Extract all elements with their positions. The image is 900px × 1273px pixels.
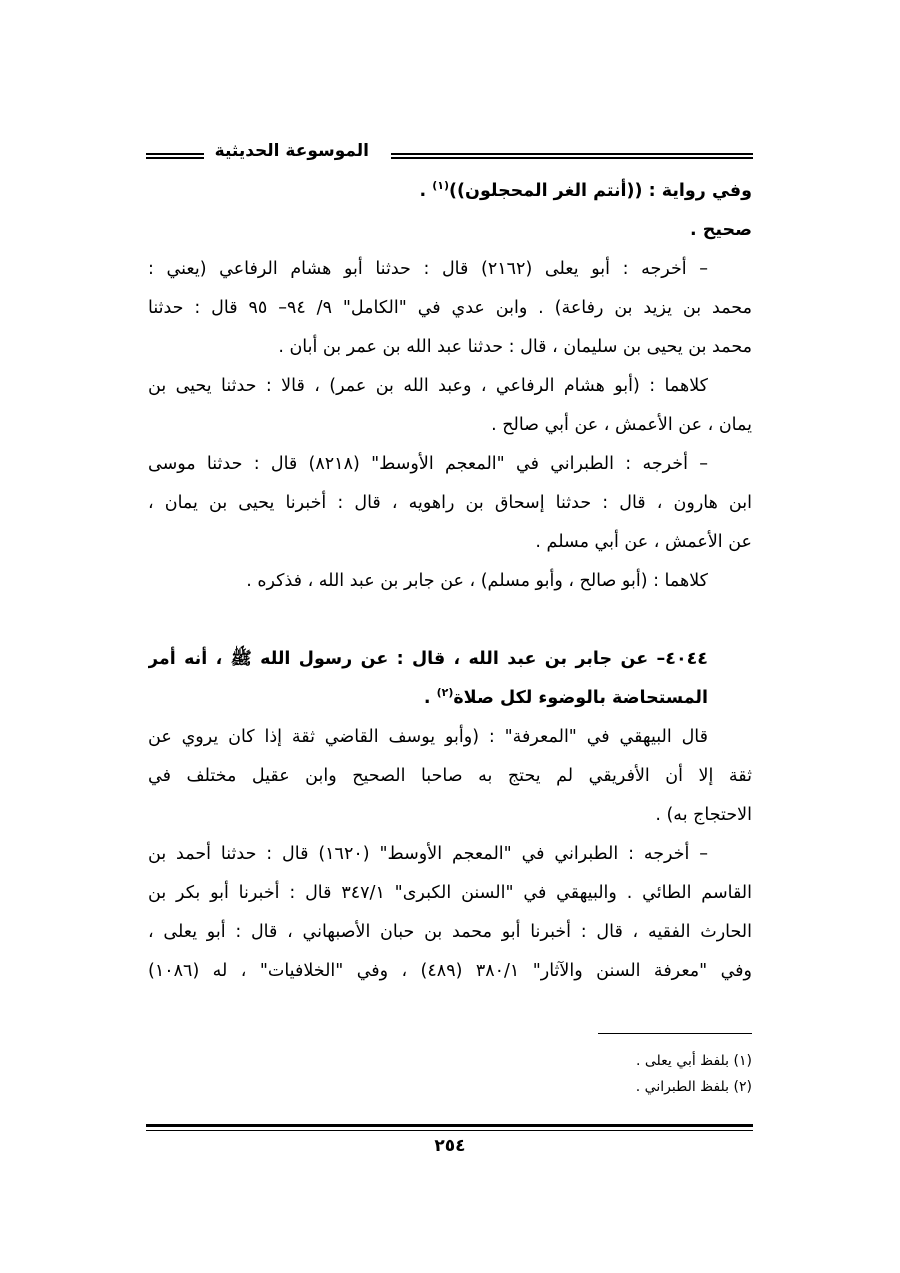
text-line-4: [148, 289, 752, 328]
text-line-content: القاسم الطائي . والبيهقي في "السنن الكبرى" ٣٤٧/١ قال : أخبرنا أبو بكر بن: [148, 883, 752, 903]
header-rule-right: [391, 153, 753, 159]
text-line-1: [148, 172, 752, 211]
footnote-2: (٢) بلفظ الطبراني .: [635, 1079, 752, 1095]
footnote-1: (١) بلفظ أبي يعلى .: [635, 1053, 752, 1069]
text-line-content: محمد بن يزيد بن رفاعة) . وابن عدي في "الكامل" ٩/ ٩٤– ٩٥ قال : حدثنا: [148, 298, 752, 318]
text-line-content: محمد بن يحيى بن سليمان ، قال : حدثنا عبد الله بن عمر بن أبان .: [278, 337, 752, 357]
text-line-content: ابن هارون ، قال : حدثنا إسحاق بن راهويه ، قال : أخبرنا يحيى بن يمان ،: [148, 493, 752, 513]
running-header: [146, 141, 753, 165]
text-line-19: [148, 874, 752, 913]
text-line-content: كلاهما : (أبو صالح ، وأبو مسلم) ، عن جابر بن عبد الله ، فذكره .: [246, 571, 708, 591]
footnote-separator: [598, 1033, 752, 1034]
running-header-title: الموسوعة الحديثية: [214, 141, 369, 161]
text-line-content: الحارث الفقيه ، قال : أخبرنا أبو محمد بن حبان الأصبهاني ، قال : أبو يعلى ،: [148, 922, 752, 942]
text-line-16: [148, 757, 752, 796]
text-line-17: [148, 796, 752, 835]
text-line-content: – أخرجه : الطبراني في "المعجم الأوسط" (٨٢١٨) قال : حدثنا موسى: [148, 454, 708, 474]
text-line-8: [148, 445, 752, 484]
text-line-3: [148, 250, 752, 289]
text-line-content: المستحاضة بالوضوء لكل صلاة: [453, 688, 708, 708]
text-line-5: [148, 328, 752, 367]
text-line-14: [148, 679, 752, 718]
text-line-11: [148, 562, 752, 601]
bottom-rule: [146, 1124, 753, 1131]
footnote-marker: (١): [432, 179, 450, 193]
text-line-9: [148, 484, 752, 523]
page-number: ٢٥٤: [434, 1136, 466, 1156]
text-line-12: [148, 601, 752, 640]
text-line-2: [148, 211, 752, 250]
header-rule-left: [146, 153, 204, 159]
text-line-18: [148, 835, 752, 874]
text-line-tail: .: [423, 688, 437, 708]
text-line-10: [148, 523, 752, 562]
text-line-15: [148, 718, 752, 757]
text-line-6: [148, 367, 752, 406]
text-line-20: [148, 913, 752, 952]
text-line-content: كلاهما : (أبو هشام الرفاعي ، وعبد الله بن عمر) ، قالا : حدثنا يحيى بن: [148, 376, 708, 396]
text-line-content: – أخرجه : الطبراني في "المعجم الأوسط" (١٦٢٠) قال : حدثنا أحمد بن: [148, 844, 708, 864]
text-line-content: وفي "معرفة السنن والآثار" ٣٨٠/١ (٤٨٩) ، وفي "الخلافيات" ، له (١٠٨٦): [148, 961, 752, 981]
text-line-content: قال البيهقي في "المعرفة" : (وأبو يوسف القاضي ثقة إذا كان يروي عن: [148, 727, 708, 747]
text-line-7: [148, 406, 752, 445]
text-line-content: ثقة إلا أن الأفريقي لم يحتج به صاحبا الصحيح وابن عقيل مختلف في: [148, 766, 752, 786]
body-text: [148, 172, 752, 991]
footnote-marker: (٢): [436, 686, 454, 700]
text-line-content: وفي رواية : ((أنتم الغر المحجلون)): [449, 181, 752, 201]
text-line-content: عن الأعمش ، عن أبي مسلم .: [535, 532, 752, 552]
text-line-tail: .: [419, 181, 433, 201]
text-line-content: الاحتجاج به) .: [655, 805, 752, 825]
text-line-content: صحيح .: [689, 220, 752, 240]
text-line-content: يمان ، عن الأعمش ، عن أبي صالح .: [491, 415, 752, 435]
text-line-21: [148, 952, 752, 991]
text-line-content: – أخرجه : أبو يعلى (٢١٦٢) قال : حدثنا أبو هشام الرفاعي (يعني :: [148, 259, 708, 279]
text-line-13: [148, 640, 752, 679]
footnotes: [148, 1048, 752, 1100]
text-line-content: ٤٠٤٤– عن جابر بن عبد الله ، قال : عن رسول الله ﷺ ، أنه أمر: [148, 649, 708, 669]
